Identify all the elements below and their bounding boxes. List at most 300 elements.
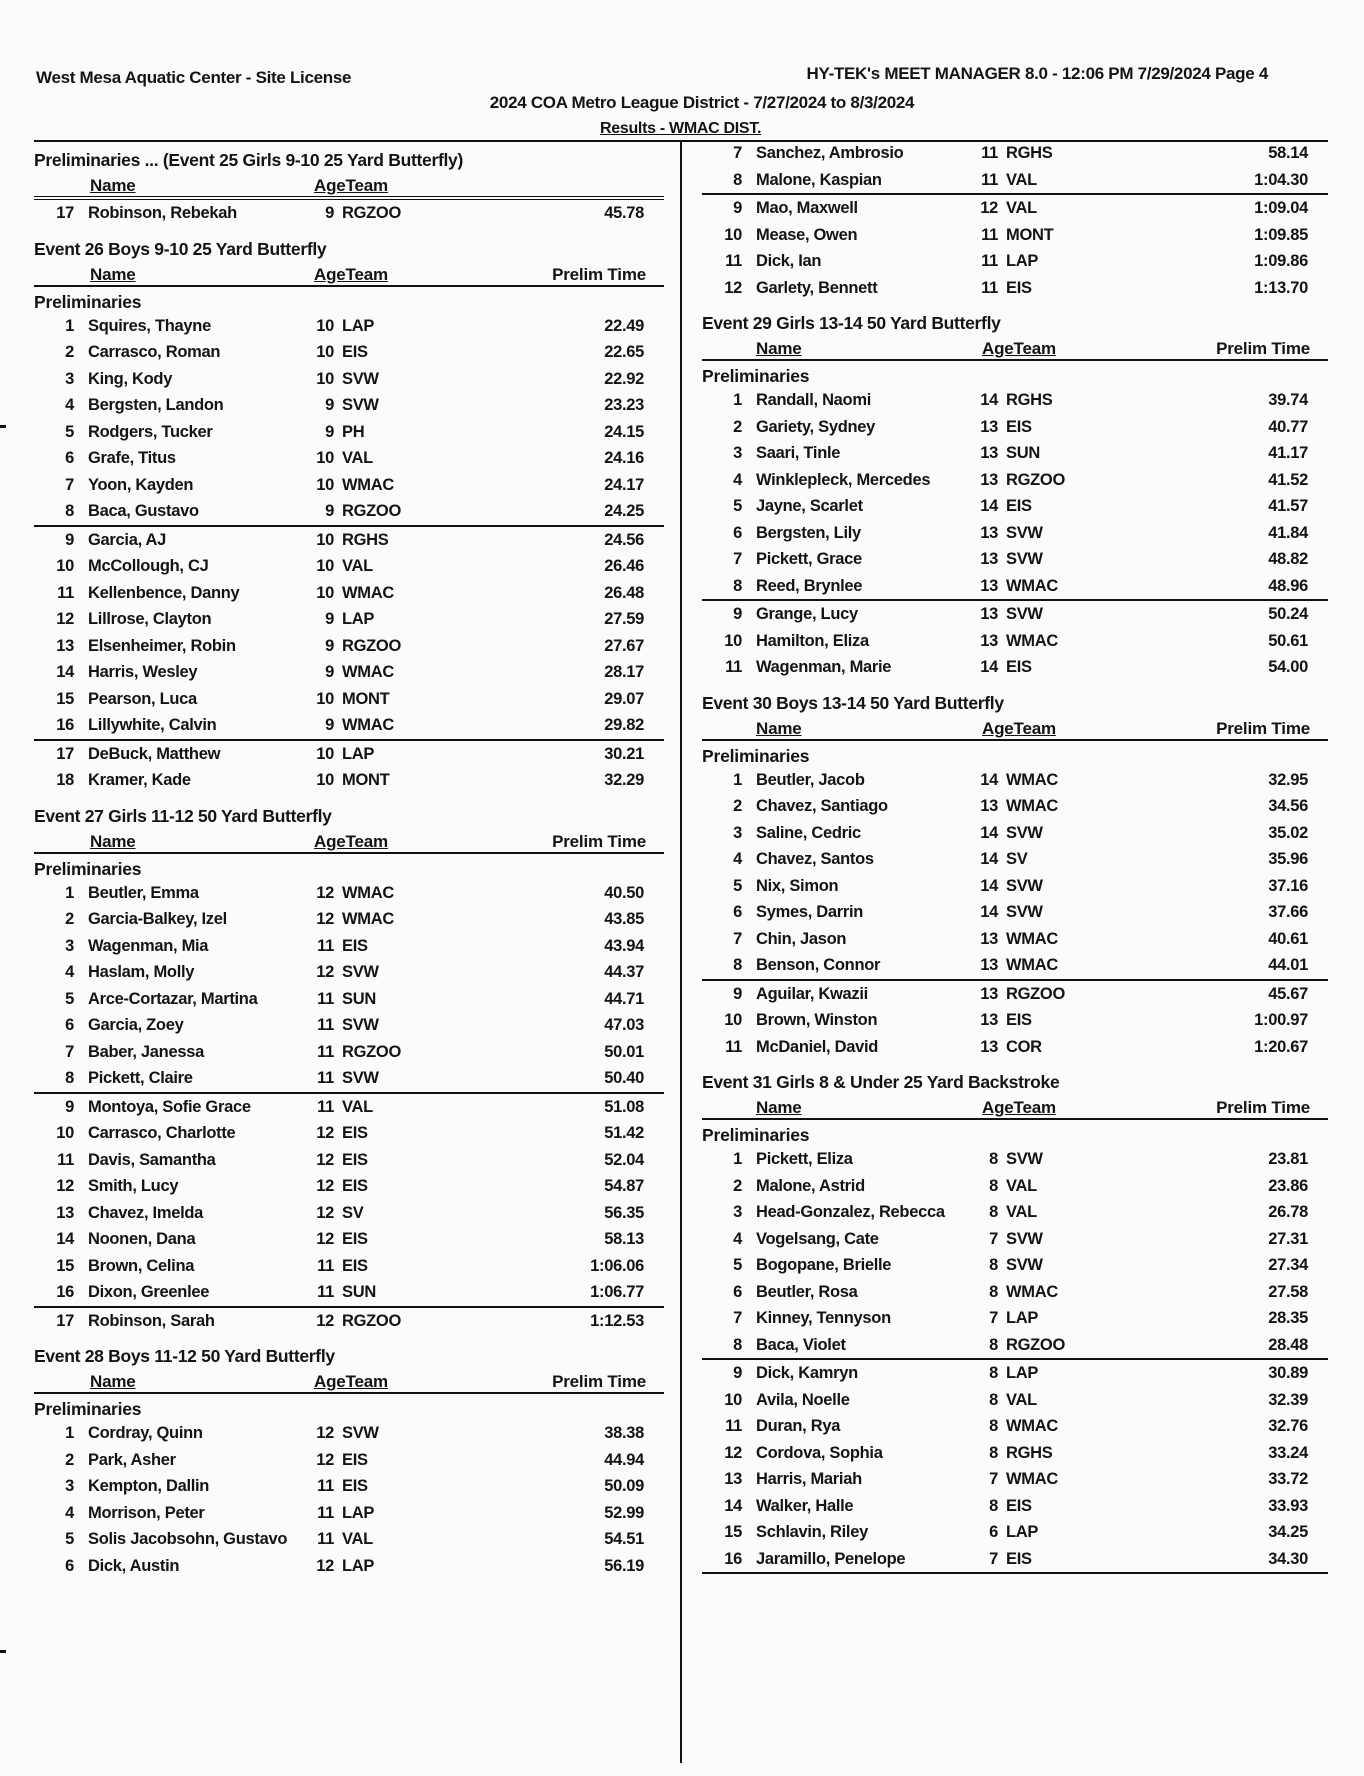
prelim-time: 27.58 [1268,1282,1308,1301]
place: 7 [733,929,742,948]
age: 11 [317,1042,334,1061]
result-row [702,467,1328,494]
team: VAL [1006,1203,1037,1221]
prelim-time: 23.86 [1268,1176,1308,1195]
hole-punch-mark [0,425,6,428]
team: VAL [1006,199,1037,217]
prelim-time: 22.92 [604,369,644,388]
place: 4 [65,963,74,981]
swimmer-name: Rodgers, Tucker [88,422,213,441]
swimmer-name: Bergsten, Landon [88,396,224,414]
team: RGZOO [342,1311,401,1330]
team: VAL [1006,1390,1037,1409]
age: 13 [980,470,998,489]
swimmer-name: Haslam, Molly [88,963,195,981]
age: 8 [989,1282,998,1301]
prelim-time: 1:06.06 [590,1256,644,1275]
result-row [34,606,664,633]
place: 16 [724,1549,742,1568]
prelim-time: 34.56 [1268,797,1308,815]
prelim-time: 56.35 [604,1203,644,1222]
age: 8 [989,1335,998,1354]
age: 13 [980,631,998,650]
event-block [702,691,1328,1061]
place: 4 [65,1503,74,1522]
age: 8 [989,1364,998,1382]
age: 14 [980,850,998,868]
swimmer-name: Beutler, Emma [88,883,199,902]
swimmer-name: Head-Gonzalez, Rebecca [756,1203,945,1221]
age: 12 [316,963,334,981]
prelim-time: 34.30 [1268,1549,1308,1568]
swimmer-name: Carrasco, Charlotte [88,1124,236,1142]
team: RGHS [1006,391,1053,409]
prelim-time: 50.40 [604,1069,644,1087]
result-row [34,1420,664,1447]
swimmer-name: Malone, Kaspian [756,170,882,189]
meet-title: 2024 COA Metro League District - 7/27/2024 to 8/3/2024 [489,93,915,112]
result-row [34,1253,664,1280]
prelim-time: 37.66 [1268,903,1308,921]
swimmer-name: Park, Asher [88,1450,176,1469]
result-row [34,933,664,960]
place: 10 [724,1390,742,1409]
result-row [34,1173,664,1200]
section-label: Preliminaries [702,366,810,386]
result-row [34,445,664,472]
team: SVW [1006,523,1043,542]
team: WMAC [1006,770,1058,789]
team: VAL [1006,1176,1037,1195]
column-divider [680,141,682,1763]
age: 14 [980,497,998,515]
event-title: Event 26 Boys 9-10 25 Yard Butterfly [34,238,327,259]
prelim-time: 35.96 [1268,850,1308,868]
swimmer-name: Robinson, Rebekah [88,204,237,222]
team: EIS [1006,417,1032,436]
results-title: Results - WMAC DIST. [600,120,762,137]
place: 7 [65,1042,74,1061]
swimmer-name: Randall, Naomi [756,391,871,409]
result-row [702,981,1328,1008]
age: 10 [316,343,334,361]
place: 4 [733,470,742,489]
column-header [34,172,664,200]
swimmer-name: Benson, Connor [756,956,881,974]
team: SVW [342,1016,379,1034]
place: 10 [56,1124,74,1142]
team: EIS [342,1177,368,1195]
prelim-time: 23.23 [604,396,644,414]
swimmer-name: Sanchez, Ambrosio [756,144,904,162]
result-row [34,1200,664,1227]
swimmer-name: Arce-Cortazar, Martina [88,989,258,1008]
swimmer-name: Malone, Astrid [756,1176,865,1195]
result-row [702,873,1328,900]
team: EIS [342,1256,368,1275]
swimmer-name: Baber, Janessa [88,1042,204,1061]
age: 13 [980,929,998,948]
swimmer-name: Bogopane, Brielle [756,1256,892,1274]
team: SV [1006,850,1028,868]
place: 7 [733,550,742,568]
result-row [34,419,664,446]
age: 11 [317,1530,334,1548]
age: 9 [325,663,334,681]
place: 12 [56,610,74,628]
header-prelim-time: Prelim Time [1216,1098,1310,1117]
prelim-time: 32.39 [1268,1390,1308,1409]
prelim-time: 24.25 [604,502,644,520]
team: VAL [342,557,373,575]
team: WMAC [342,663,394,681]
result-row [702,846,1328,873]
place: 5 [65,989,74,1008]
prelim-time: 50.01 [604,1042,644,1061]
age: 13 [980,576,998,595]
header-name: Name [90,1372,136,1391]
place: 6 [65,1556,74,1575]
place: 17 [56,1311,74,1330]
team: LAP [1006,1309,1039,1327]
result-row [702,140,1328,167]
age: 8 [989,1390,998,1409]
prelim-time: 44.01 [1268,956,1308,974]
swimmer-name: Garcia, Zoey [88,1016,184,1034]
team: SVW [1006,1256,1043,1274]
prelim-time: 37.16 [1268,876,1308,895]
team: EIS [342,343,368,361]
swimmer-name: Wagenman, Mia [88,936,209,955]
event-title: Preliminaries ... (Event 25 Girls 9-10 25 Yard Butterfly) [34,150,464,170]
swimmer-name: Duran, Rya [756,1417,841,1435]
prelim-time: 28.35 [1268,1309,1308,1327]
swimmer-name: Grafe, Titus [88,449,176,467]
result-row [34,580,664,607]
prelim-time: 1:09.04 [1254,199,1308,217]
section-label: Preliminaries [702,745,810,766]
result-row [34,1094,664,1121]
swimmer-name: Chavez, Santiago [756,797,888,815]
team: RGZOO [342,636,401,655]
prelim-time: 33.72 [1268,1470,1308,1488]
swimmer-name: Lillywhite, Calvin [88,716,217,734]
age: 11 [317,1477,334,1495]
swimmer-name: Robinson, Sarah [88,1311,215,1330]
prelim-time: 52.04 [604,1150,644,1169]
swimmer-name: Brown, Celina [88,1256,195,1275]
place: 1 [733,391,742,409]
result-row [34,1526,664,1553]
swimmer-name: Garcia, AJ [88,530,167,549]
result-row [34,1473,664,1500]
place: 17 [56,744,74,763]
header-prelim-time: Prelim Time [1216,718,1310,738]
place: 12 [724,278,742,297]
swimmer-name: Cordova, Sophia [756,1443,883,1462]
page-header [0,0,1364,140]
header-name: Name [90,831,136,851]
prelim-time: 52.99 [604,1503,644,1522]
place: 7 [733,144,742,162]
age: 12 [316,1424,334,1442]
team: SVW [1006,550,1043,568]
team: WMAC [1006,956,1058,974]
section-label: Preliminaries [34,1399,142,1419]
age: 12 [316,1450,334,1469]
prelim-time: 44.94 [604,1450,644,1469]
place: 15 [56,689,74,708]
place: 15 [56,1256,74,1275]
team: VAL [342,1097,373,1116]
swimmer-name: Harris, Mariah [756,1470,862,1488]
age: 9 [325,716,334,734]
prelim-time: 24.15 [604,422,644,441]
result-row [34,767,664,794]
place: 9 [65,530,74,549]
swimmer-name: Garlety, Bennett [756,278,878,297]
result-row [34,1147,664,1174]
result-row [702,520,1328,547]
result-row [702,793,1328,820]
prelim-time: 43.85 [604,910,644,928]
age: 13 [980,605,998,623]
place: 11 [725,1037,742,1056]
result-row [34,959,664,986]
prelim-time: 45.78 [604,204,644,222]
place: 5 [65,422,74,441]
swimmer-name: Smith, Lucy [88,1177,179,1195]
result-row [34,741,664,768]
result-row [702,222,1328,249]
swimmer-name: Montoya, Sofie Grace [88,1097,251,1116]
team: RGZOO [1006,984,1065,1003]
place: 3 [733,823,742,842]
place: 14 [56,663,74,681]
result-row [34,1500,664,1527]
site-license: West Mesa Aquatic Center - Site License [36,68,352,87]
result-row [34,906,664,933]
result-row [34,1553,664,1580]
result-row [702,414,1328,441]
place: 18 [56,771,74,789]
team: VAL [342,449,373,467]
result-row [702,654,1328,681]
swimmer-name: Davis, Samantha [88,1150,216,1169]
place: 13 [724,1470,742,1488]
team: COR [1006,1037,1042,1056]
result-row [702,1007,1328,1034]
team: EIS [1006,658,1032,676]
result-row [702,1493,1328,1520]
prelim-time: 28.48 [1268,1335,1308,1354]
team: EIS [342,1230,368,1248]
result-row [702,573,1328,602]
age: 8 [989,1150,998,1168]
team: SVW [1006,1229,1043,1248]
header-name: Name [756,1098,802,1117]
prelim-time: 1:04.30 [1254,170,1308,189]
result-row [702,167,1328,196]
swimmer-name: Chin, Jason [756,929,847,948]
result-row [34,1039,664,1066]
place: 4 [733,850,742,868]
prelim-time: 1:09.85 [1254,225,1308,244]
result-row [34,880,664,907]
age: 10 [316,449,334,467]
swimmer-name: Harris, Wesley [88,663,198,681]
team: LAP [342,744,375,763]
place: 5 [65,1530,74,1548]
result-row [702,926,1328,953]
place: 8 [65,502,74,520]
age: 11 [317,936,334,955]
prelim-time: 38.38 [604,1424,644,1442]
result-row [34,472,664,499]
team: WMAC [1006,797,1058,815]
place: 1 [65,883,74,902]
prelim-time: 27.59 [604,610,644,628]
header-prelim-time: Prelim Time [552,1372,646,1391]
age: 14 [980,903,998,921]
team: LAP [342,610,375,628]
result-row [702,1387,1328,1414]
team: RGZOO [342,204,401,222]
event-block [34,1344,664,1579]
prelim-time: 24.56 [604,530,644,549]
place: 2 [733,1176,742,1195]
result-row [34,339,664,366]
age: 7 [989,1470,998,1488]
age: 11 [981,278,998,297]
prelim-time: 23.81 [1268,1150,1308,1168]
prelim-time: 50.24 [1268,605,1308,623]
age: 12 [316,1203,334,1222]
age: 11 [317,1069,334,1087]
age: 12 [316,883,334,902]
age: 13 [980,550,998,568]
place: 6 [65,449,74,467]
column-header [702,715,1328,741]
swimmer-name: Wagenman, Marie [756,658,892,676]
team: WMAC [342,583,394,602]
prelim-time: 1:06.77 [590,1283,644,1301]
column-header [34,1368,664,1394]
event-title: Event 27 Girls 11-12 50 Yard Butterfly [34,805,332,826]
place: 4 [65,396,74,414]
age: 14 [980,823,998,842]
prelim-time: 41.84 [1268,523,1308,542]
age: 10 [316,369,334,388]
place: 9 [733,605,742,623]
header-age-team: AgeTeam [982,339,1056,358]
swimmer-name: Schlavin, Riley [756,1523,868,1541]
place: 16 [56,1283,74,1301]
prelim-time: 27.31 [1268,1229,1308,1248]
place: 8 [733,1335,742,1354]
age: 13 [980,1037,998,1056]
place: 9 [733,199,742,217]
column-header [702,335,1328,361]
age: 11 [981,225,998,244]
result-row [34,686,664,713]
age: 9 [325,502,334,520]
prelim-time: 54.51 [604,1530,644,1548]
team: EIS [342,1477,368,1495]
prelim-time: 44.71 [604,989,644,1008]
age: 11 [981,144,998,162]
prelim-time: 33.24 [1268,1443,1308,1462]
prelim-time: 41.57 [1268,497,1308,515]
team: EIS [1006,1549,1032,1568]
place: 3 [65,936,74,955]
result-row [34,1065,664,1094]
place: 2 [65,1450,74,1469]
swimmer-name: DeBuck, Matthew [88,744,221,763]
age: 14 [980,770,998,789]
result-row [702,820,1328,847]
team: LAP [1006,1364,1039,1382]
swimmer-name: Kinney, Tennyson [756,1309,891,1327]
swimmer-name: Reed, Brynlee [756,576,863,595]
header-age-team: AgeTeam [314,1372,388,1391]
team: WMAC [1006,631,1058,650]
place: 5 [733,497,742,515]
swimmer-name: Avila, Noelle [756,1390,850,1409]
left-column [34,148,664,1589]
age: 10 [316,557,334,575]
age: 14 [980,876,998,895]
age: 10 [316,689,334,708]
team: SUN [342,989,376,1008]
prelim-time: 41.17 [1268,444,1308,462]
age: 14 [980,658,998,676]
age: 7 [989,1309,998,1327]
header-name: Name [90,176,136,195]
prelim-time: 22.65 [604,343,644,361]
result-row [702,1305,1328,1332]
result-row [702,1413,1328,1440]
swimmer-name: Hamilton, Eliza [756,631,869,650]
age: 8 [989,1203,998,1221]
prelim-time: 30.21 [604,744,644,763]
team: WMAC [1006,576,1058,595]
swimmer-name: Saari, Tinle [756,444,841,462]
prelim-time: 33.93 [1268,1496,1308,1515]
result-row [702,1440,1328,1467]
result-row [702,1360,1328,1387]
team: MONT [1006,225,1054,244]
age: 11 [317,1503,334,1522]
age: 12 [316,1150,334,1169]
age: 9 [325,422,334,441]
event-block [34,804,664,1335]
swimmer-name: Chavez, Santos [756,850,874,868]
event-block-continued [34,148,664,227]
place: 10 [724,225,742,244]
swimmer-name: McDaniel, David [756,1037,879,1056]
header-prelim-time: Prelim Time [552,831,646,851]
result-row [34,498,664,527]
age: 12 [316,910,334,928]
prelim-time: 34.25 [1268,1523,1308,1541]
swimmer-name: Noonen, Dana [88,1230,196,1248]
team: LAP [342,316,375,335]
team: LAP [342,1556,375,1575]
age: 13 [980,444,998,462]
swimmer-name: Yoon, Kayden [88,475,194,494]
prelim-time: 1:13.70 [1254,278,1308,297]
